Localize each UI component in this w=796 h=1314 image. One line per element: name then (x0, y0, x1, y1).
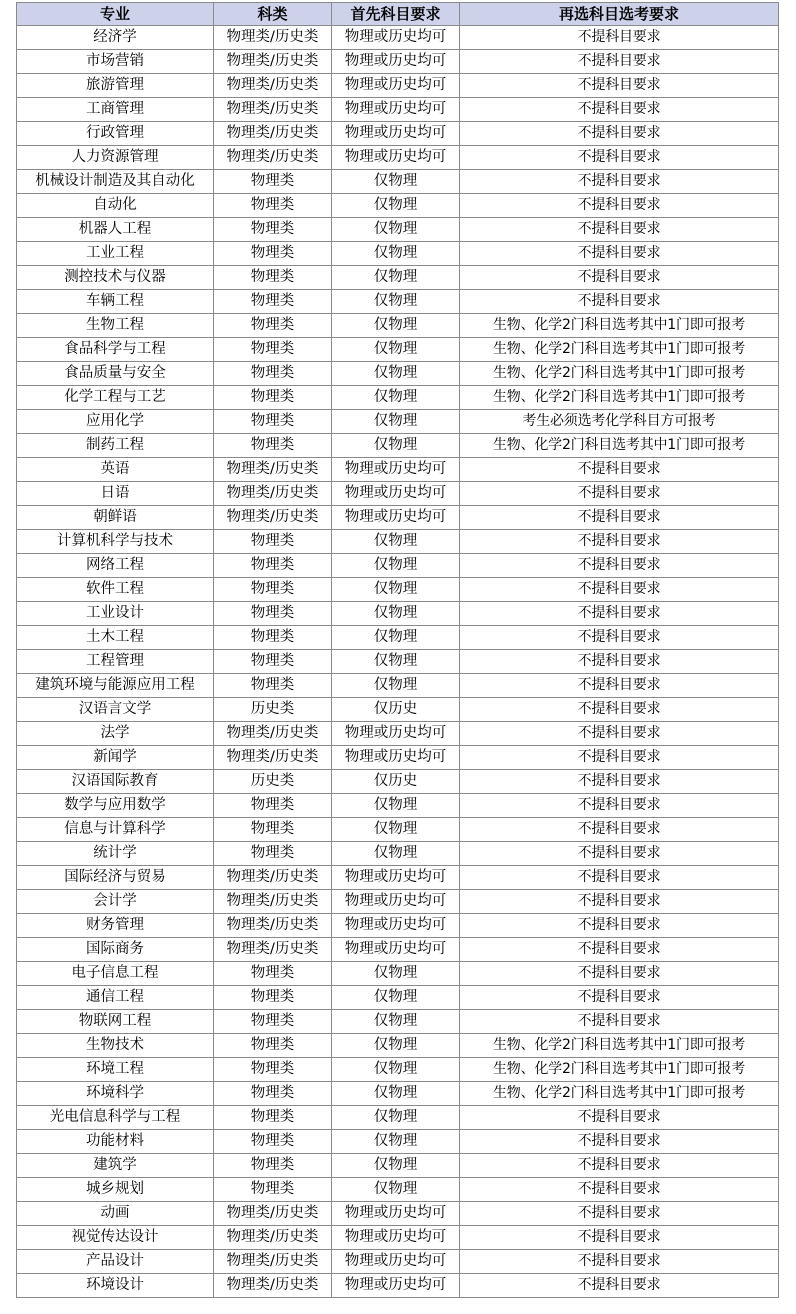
cell-reselect-subject: 不提科目要求 (460, 50, 779, 74)
cell-first-subject: 仅物理 (332, 1082, 460, 1106)
cell-reselect-subject: 生物、化学2门科目选考其中1门即可报考 (460, 1082, 779, 1106)
table-row (17, 1202, 779, 1226)
table-row (17, 554, 779, 578)
cell-major: 通信工程 (17, 986, 214, 1010)
cell-major: 旅游管理 (17, 74, 214, 98)
cell-major: 英语 (17, 458, 214, 482)
cell-first-subject: 仅物理 (332, 170, 460, 194)
table-row (17, 698, 779, 722)
table-row (17, 1034, 779, 1058)
cell-category: 物理类 (214, 578, 332, 602)
cell-first-subject: 物理或历史均可 (332, 98, 460, 122)
table-row (17, 482, 779, 506)
cell-major: 会计学 (17, 890, 214, 914)
table-body (17, 26, 779, 1298)
cell-major: 朝鲜语 (17, 506, 214, 530)
cell-reselect-subject: 不提科目要求 (460, 1010, 779, 1034)
cell-reselect-subject: 不提科目要求 (460, 1202, 779, 1226)
cell-first-subject: 仅物理 (332, 266, 460, 290)
cell-reselect-subject: 不提科目要求 (460, 554, 779, 578)
cell-reselect-subject: 生物、化学2门科目选考其中1门即可报考 (460, 362, 779, 386)
table-row (17, 290, 779, 314)
table-row (17, 362, 779, 386)
cell-reselect-subject: 不提科目要求 (460, 1130, 779, 1154)
cell-major: 工商管理 (17, 98, 214, 122)
cell-major: 建筑学 (17, 1154, 214, 1178)
cell-first-subject: 物理或历史均可 (332, 1226, 460, 1250)
table-row (17, 98, 779, 122)
table-row (17, 842, 779, 866)
table-row (17, 602, 779, 626)
cell-major: 车辆工程 (17, 290, 214, 314)
cell-first-subject: 仅物理 (332, 362, 460, 386)
table-row (17, 458, 779, 482)
cell-first-subject: 仅物理 (332, 194, 460, 218)
cell-category: 物理类/历史类 (214, 722, 332, 746)
table-row (17, 794, 779, 818)
cell-reselect-subject: 不提科目要求 (460, 938, 779, 962)
cell-reselect-subject: 不提科目要求 (460, 1106, 779, 1130)
cell-first-subject: 仅物理 (332, 578, 460, 602)
cell-major: 视觉传达设计 (17, 1226, 214, 1250)
cell-first-subject: 仅物理 (332, 1106, 460, 1130)
cell-major: 工程管理 (17, 650, 214, 674)
cell-reselect-subject: 不提科目要求 (460, 866, 779, 890)
table-row (17, 1178, 779, 1202)
cell-reselect-subject: 不提科目要求 (460, 770, 779, 794)
table-row (17, 410, 779, 434)
cell-first-subject: 物理或历史均可 (332, 122, 460, 146)
cell-category: 物理类 (214, 794, 332, 818)
cell-category: 物理类 (214, 1178, 332, 1202)
cell-first-subject: 物理或历史均可 (332, 938, 460, 962)
cell-reselect-subject: 生物、化学2门科目选考其中1门即可报考 (460, 338, 779, 362)
cell-first-subject: 仅物理 (332, 818, 460, 842)
cell-first-subject: 物理或历史均可 (332, 26, 460, 50)
cell-first-subject: 物理或历史均可 (332, 74, 460, 98)
cell-reselect-subject: 不提科目要求 (460, 626, 779, 650)
cell-category: 物理类 (214, 194, 332, 218)
cell-major: 城乡规划 (17, 1178, 214, 1202)
cell-first-subject: 仅物理 (332, 1010, 460, 1034)
cell-reselect-subject: 生物、化学2门科目选考其中1门即可报考 (460, 314, 779, 338)
table-row (17, 1106, 779, 1130)
cell-reselect-subject: 考生必须选考化学科目方可报考 (460, 410, 779, 434)
cell-reselect-subject: 不提科目要求 (460, 218, 779, 242)
cell-reselect-subject: 不提科目要求 (460, 122, 779, 146)
table-row (17, 1058, 779, 1082)
cell-major: 生物技术 (17, 1034, 214, 1058)
cell-first-subject: 仅历史 (332, 770, 460, 794)
cell-major: 经济学 (17, 26, 214, 50)
cell-first-subject: 仅物理 (332, 602, 460, 626)
cell-category: 物理类 (214, 338, 332, 362)
table-row (17, 338, 779, 362)
cell-first-subject: 仅物理 (332, 530, 460, 554)
cell-category: 物理类 (214, 1082, 332, 1106)
table-row (17, 1130, 779, 1154)
cell-reselect-subject: 不提科目要求 (460, 818, 779, 842)
cell-category: 物理类 (214, 530, 332, 554)
table-row (17, 74, 779, 98)
table-row (17, 626, 779, 650)
table-row (17, 938, 779, 962)
cell-first-subject: 物理或历史均可 (332, 482, 460, 506)
cell-category: 物理类/历史类 (214, 938, 332, 962)
cell-category: 物理类/历史类 (214, 74, 332, 98)
cell-reselect-subject: 不提科目要求 (460, 986, 779, 1010)
cell-category: 物理类 (214, 314, 332, 338)
cell-category: 物理类/历史类 (214, 122, 332, 146)
cell-category: 物理类/历史类 (214, 1274, 332, 1298)
cell-reselect-subject: 不提科目要求 (460, 26, 779, 50)
cell-reselect-subject: 不提科目要求 (460, 266, 779, 290)
table-row (17, 674, 779, 698)
header-major: 专业 (17, 3, 214, 26)
cell-reselect-subject: 不提科目要求 (460, 194, 779, 218)
cell-category: 物理类 (214, 962, 332, 986)
cell-major: 人力资源管理 (17, 146, 214, 170)
cell-category: 物理类/历史类 (214, 50, 332, 74)
header-category: 科类 (214, 3, 332, 26)
cell-reselect-subject: 不提科目要求 (460, 1178, 779, 1202)
cell-category: 物理类 (214, 602, 332, 626)
cell-major: 生物工程 (17, 314, 214, 338)
cell-reselect-subject: 生物、化学2门科目选考其中1门即可报考 (460, 434, 779, 458)
cell-major: 财务管理 (17, 914, 214, 938)
table-row (17, 434, 779, 458)
table-row (17, 1226, 779, 1250)
cell-major: 土木工程 (17, 626, 214, 650)
cell-category: 物理类 (214, 290, 332, 314)
cell-major: 光电信息科学与工程 (17, 1106, 214, 1130)
cell-reselect-subject: 不提科目要求 (460, 962, 779, 986)
table-row (17, 170, 779, 194)
header-first-subject: 首先科目要求 (332, 3, 460, 26)
cell-category: 物理类/历史类 (214, 506, 332, 530)
cell-first-subject: 仅物理 (332, 962, 460, 986)
cell-category: 物理类/历史类 (214, 482, 332, 506)
cell-category: 物理类 (214, 410, 332, 434)
cell-major: 环境工程 (17, 1058, 214, 1082)
cell-first-subject: 仅物理 (332, 554, 460, 578)
cell-category: 物理类 (214, 386, 332, 410)
cell-major: 测控技术与仪器 (17, 266, 214, 290)
table-row (17, 1154, 779, 1178)
table-row (17, 314, 779, 338)
cell-first-subject: 仅物理 (332, 650, 460, 674)
cell-category: 物理类 (214, 266, 332, 290)
cell-reselect-subject: 不提科目要求 (460, 578, 779, 602)
cell-category: 物理类/历史类 (214, 1202, 332, 1226)
cell-reselect-subject: 生物、化学2门科目选考其中1门即可报考 (460, 1058, 779, 1082)
cell-first-subject: 物理或历史均可 (332, 1202, 460, 1226)
table-row (17, 722, 779, 746)
cell-reselect-subject: 不提科目要求 (460, 722, 779, 746)
cell-category: 物理类 (214, 674, 332, 698)
cell-major: 日语 (17, 482, 214, 506)
cell-reselect-subject: 不提科目要求 (460, 674, 779, 698)
cell-major: 网络工程 (17, 554, 214, 578)
cell-category: 物理类 (214, 818, 332, 842)
cell-major: 统计学 (17, 842, 214, 866)
cell-first-subject: 仅物理 (332, 1058, 460, 1082)
cell-first-subject: 仅物理 (332, 842, 460, 866)
cell-first-subject: 物理或历史均可 (332, 50, 460, 74)
table-row (17, 962, 779, 986)
cell-reselect-subject: 不提科目要求 (460, 530, 779, 554)
cell-first-subject: 物理或历史均可 (332, 914, 460, 938)
cell-reselect-subject: 不提科目要求 (460, 290, 779, 314)
cell-first-subject: 仅物理 (332, 626, 460, 650)
cell-category: 物理类/历史类 (214, 746, 332, 770)
cell-category: 物理类/历史类 (214, 146, 332, 170)
cell-reselect-subject: 不提科目要求 (460, 170, 779, 194)
cell-major: 软件工程 (17, 578, 214, 602)
cell-major: 汉语言文学 (17, 698, 214, 722)
cell-reselect-subject: 不提科目要求 (460, 890, 779, 914)
cell-major: 工业设计 (17, 602, 214, 626)
cell-first-subject: 物理或历史均可 (332, 458, 460, 482)
cell-reselect-subject: 不提科目要求 (460, 1226, 779, 1250)
cell-reselect-subject: 不提科目要求 (460, 1274, 779, 1298)
cell-major: 物联网工程 (17, 1010, 214, 1034)
cell-major: 环境科学 (17, 1082, 214, 1106)
cell-major: 市场营销 (17, 50, 214, 74)
table-row (17, 746, 779, 770)
table-row (17, 914, 779, 938)
cell-category: 物理类 (214, 554, 332, 578)
cell-major: 新闻学 (17, 746, 214, 770)
cell-category: 物理类/历史类 (214, 866, 332, 890)
cell-first-subject: 仅物理 (332, 386, 460, 410)
cell-major: 行政管理 (17, 122, 214, 146)
cell-category: 物理类 (214, 218, 332, 242)
cell-major: 计算机科学与技术 (17, 530, 214, 554)
cell-major: 应用化学 (17, 410, 214, 434)
cell-first-subject: 仅物理 (332, 242, 460, 266)
table-row (17, 266, 779, 290)
cell-reselect-subject: 不提科目要求 (460, 1250, 779, 1274)
cell-reselect-subject: 不提科目要求 (460, 1154, 779, 1178)
table-row (17, 1082, 779, 1106)
cell-first-subject: 物理或历史均可 (332, 1274, 460, 1298)
cell-first-subject: 仅物理 (332, 1154, 460, 1178)
cell-first-subject: 仅物理 (332, 674, 460, 698)
table-row (17, 146, 779, 170)
cell-major: 建筑环境与能源应用工程 (17, 674, 214, 698)
table-row (17, 1274, 779, 1298)
table-row (17, 50, 779, 74)
cell-reselect-subject: 不提科目要求 (460, 98, 779, 122)
table-row (17, 890, 779, 914)
cell-first-subject: 仅物理 (332, 434, 460, 458)
cell-first-subject: 仅物理 (332, 1130, 460, 1154)
cell-first-subject: 仅物理 (332, 410, 460, 434)
table-row (17, 530, 779, 554)
cell-category: 物理类/历史类 (214, 1226, 332, 1250)
table-row (17, 1250, 779, 1274)
cell-first-subject: 仅物理 (332, 1178, 460, 1202)
cell-reselect-subject: 不提科目要求 (460, 602, 779, 626)
header-reselect-subject: 再选科目选考要求 (460, 3, 779, 26)
table-row (17, 986, 779, 1010)
table-row (17, 1010, 779, 1034)
cell-reselect-subject: 不提科目要求 (460, 746, 779, 770)
cell-category: 历史类 (214, 770, 332, 794)
table-row (17, 650, 779, 674)
table-row (17, 818, 779, 842)
cell-major: 制药工程 (17, 434, 214, 458)
cell-reselect-subject: 不提科目要求 (460, 914, 779, 938)
cell-category: 物理类 (214, 1154, 332, 1178)
cell-major: 信息与计算科学 (17, 818, 214, 842)
cell-category: 物理类 (214, 1130, 332, 1154)
cell-major: 机器人工程 (17, 218, 214, 242)
table-row (17, 194, 779, 218)
table-row (17, 506, 779, 530)
cell-first-subject: 物理或历史均可 (332, 506, 460, 530)
cell-category: 物理类/历史类 (214, 26, 332, 50)
cell-major: 法学 (17, 722, 214, 746)
cell-category: 物理类 (214, 170, 332, 194)
cell-category: 物理类 (214, 1058, 332, 1082)
cell-reselect-subject: 不提科目要求 (460, 74, 779, 98)
cell-reselect-subject: 不提科目要求 (460, 698, 779, 722)
table-row (17, 26, 779, 50)
cell-first-subject: 物理或历史均可 (332, 890, 460, 914)
cell-category: 物理类 (214, 362, 332, 386)
cell-first-subject: 仅物理 (332, 314, 460, 338)
cell-reselect-subject: 生物、化学2门科目选考其中1门即可报考 (460, 386, 779, 410)
cell-major: 食品质量与安全 (17, 362, 214, 386)
cell-major: 功能材料 (17, 1130, 214, 1154)
cell-major: 国际经济与贸易 (17, 866, 214, 890)
cell-major: 动画 (17, 1202, 214, 1226)
cell-category: 物理类 (214, 650, 332, 674)
cell-first-subject: 物理或历史均可 (332, 146, 460, 170)
cell-major: 电子信息工程 (17, 962, 214, 986)
table-row (17, 770, 779, 794)
cell-major: 机械设计制造及其自动化 (17, 170, 214, 194)
cell-category: 物理类 (214, 1010, 332, 1034)
table-row (17, 866, 779, 890)
cell-first-subject: 仅历史 (332, 698, 460, 722)
cell-first-subject: 物理或历史均可 (332, 866, 460, 890)
cell-first-subject: 物理或历史均可 (332, 722, 460, 746)
cell-reselect-subject: 不提科目要求 (460, 650, 779, 674)
cell-major: 环境设计 (17, 1274, 214, 1298)
cell-major: 产品设计 (17, 1250, 214, 1274)
cell-category: 物理类/历史类 (214, 914, 332, 938)
cell-major: 汉语国际教育 (17, 770, 214, 794)
cell-first-subject: 物理或历史均可 (332, 1250, 460, 1274)
cell-major: 食品科学与工程 (17, 338, 214, 362)
cell-category: 物理类/历史类 (214, 98, 332, 122)
cell-first-subject: 仅物理 (332, 1034, 460, 1058)
cell-category: 物理类/历史类 (214, 458, 332, 482)
cell-first-subject: 仅物理 (332, 794, 460, 818)
cell-category: 物理类/历史类 (214, 1250, 332, 1274)
cell-reselect-subject: 不提科目要求 (460, 482, 779, 506)
table-row (17, 242, 779, 266)
table-row (17, 122, 779, 146)
cell-reselect-subject: 不提科目要求 (460, 506, 779, 530)
cell-category: 物理类 (214, 434, 332, 458)
cell-category: 物理类 (214, 986, 332, 1010)
cell-major: 化学工程与工艺 (17, 386, 214, 410)
cell-category: 物理类 (214, 626, 332, 650)
cell-first-subject: 物理或历史均可 (332, 746, 460, 770)
cell-reselect-subject: 不提科目要求 (460, 242, 779, 266)
cell-first-subject: 仅物理 (332, 290, 460, 314)
cell-first-subject: 仅物理 (332, 218, 460, 242)
cell-reselect-subject: 不提科目要求 (460, 458, 779, 482)
cell-category: 历史类 (214, 698, 332, 722)
cell-first-subject: 仅物理 (332, 338, 460, 362)
cell-major: 数学与应用数学 (17, 794, 214, 818)
cell-reselect-subject: 生物、化学2门科目选考其中1门即可报考 (460, 1034, 779, 1058)
cell-category: 物理类/历史类 (214, 890, 332, 914)
cell-major: 自动化 (17, 194, 214, 218)
cell-category: 物理类 (214, 1106, 332, 1130)
cell-first-subject: 仅物理 (332, 986, 460, 1010)
table-row (17, 218, 779, 242)
cell-reselect-subject: 不提科目要求 (460, 794, 779, 818)
table-row (17, 578, 779, 602)
header-row (17, 3, 779, 26)
subject-requirements-table (16, 2, 779, 1298)
table-row (17, 386, 779, 410)
cell-category: 物理类 (214, 1034, 332, 1058)
cell-category: 物理类 (214, 242, 332, 266)
cell-major: 国际商务 (17, 938, 214, 962)
cell-reselect-subject: 不提科目要求 (460, 146, 779, 170)
cell-category: 物理类 (214, 842, 332, 866)
cell-major: 工业工程 (17, 242, 214, 266)
cell-reselect-subject: 不提科目要求 (460, 842, 779, 866)
